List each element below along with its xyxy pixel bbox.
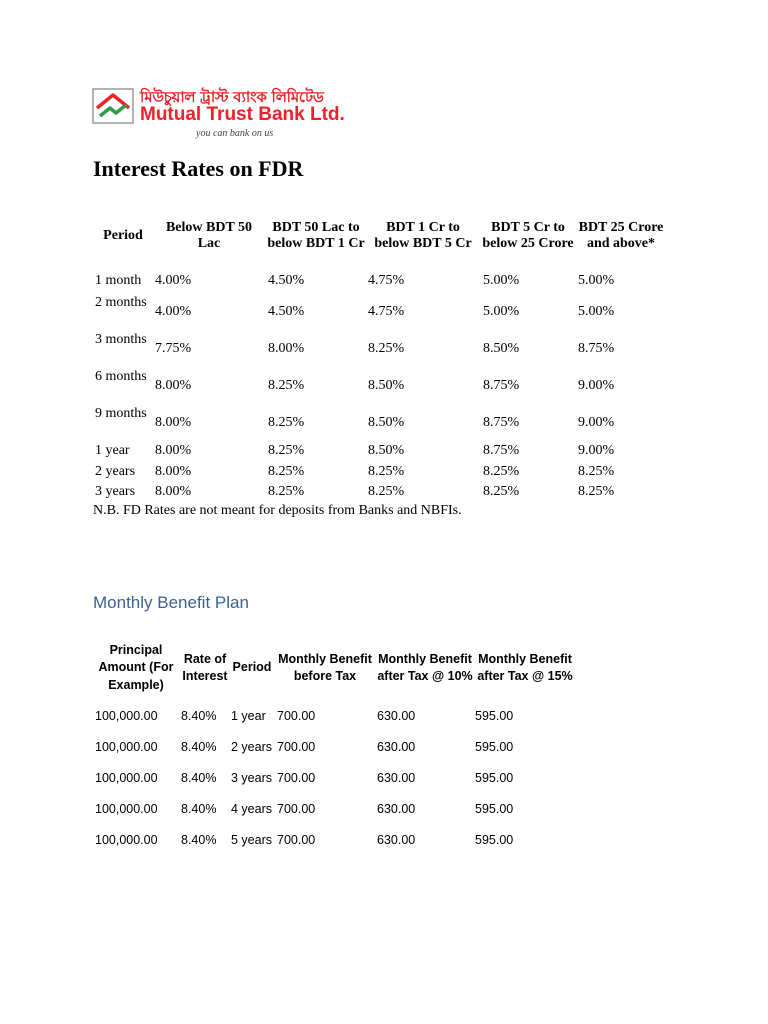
mb-cell-period: 1 year bbox=[231, 709, 266, 723]
mb-cell-before-tax: 700.00 bbox=[277, 833, 316, 847]
fdr-cell-5-cr-to-25-cr: 8.75% bbox=[483, 443, 520, 458]
mb-cell-rate: 8.40% bbox=[181, 833, 217, 847]
mb-cell-before-tax: 700.00 bbox=[277, 771, 316, 785]
fdr-header-col1: Below BDT 50 Lac bbox=[165, 219, 253, 251]
fdr-cell-25-cr-above: 9.00% bbox=[578, 443, 615, 458]
fdr-cell-1-cr-to-5-cr: 8.50% bbox=[368, 443, 405, 458]
bank-logo bbox=[92, 86, 352, 142]
fdr-cell-below-50-lac: 8.00% bbox=[155, 443, 192, 458]
mb-header-rate: Rate of Interest bbox=[182, 651, 228, 683]
mb-cell-before-tax: 700.00 bbox=[277, 740, 316, 754]
mb-header-period: Period bbox=[232, 660, 272, 675]
fdr-cell-5-cr-to-25-cr: 8.50% bbox=[483, 341, 520, 356]
mb-cell-after-tax-15: 595.00 bbox=[475, 740, 514, 754]
mb-cell-principal: 100,000.00 bbox=[95, 709, 158, 723]
mb-cell-period: 3 years bbox=[231, 771, 272, 785]
mb-header-principal: Principal Amount (For Example) bbox=[98, 642, 174, 692]
mb-cell-before-tax: 700.00 bbox=[277, 709, 316, 723]
mb-cell-after-tax-15: 595.00 bbox=[475, 802, 514, 816]
fdr-cell-5-cr-to-25-cr: 8.25% bbox=[483, 464, 520, 479]
fdr-cell-period: 1 month bbox=[95, 273, 142, 288]
fdr-cell-period: 2 months bbox=[95, 295, 147, 310]
mb-cell-period: 5 years bbox=[231, 833, 272, 847]
fdr-cell-5-cr-to-25-cr: 8.75% bbox=[483, 415, 520, 430]
fdr-cell-period: 9 months bbox=[95, 406, 147, 421]
mb-cell-principal: 100,000.00 bbox=[95, 833, 158, 847]
mb-cell-rate: 8.40% bbox=[181, 709, 217, 723]
fdr-cell-25-cr-above: 5.00% bbox=[578, 273, 615, 288]
mb-header-after-tax-10: Monthly Benefit after Tax @ 10% bbox=[377, 651, 473, 683]
fdr-cell-25-cr-above: 9.00% bbox=[578, 378, 615, 393]
fdr-cell-1-cr-to-5-cr: 8.25% bbox=[368, 464, 405, 479]
mb-cell-after-tax-15: 595.00 bbox=[475, 709, 514, 723]
fdr-cell-50-lac-to-1-cr: 8.00% bbox=[268, 341, 305, 356]
fdr-cell-50-lac-to-1-cr: 8.25% bbox=[268, 378, 305, 393]
fdr-cell-1-cr-to-5-cr: 8.25% bbox=[368, 484, 405, 499]
fdr-cell-50-lac-to-1-cr: 8.25% bbox=[268, 443, 305, 458]
fdr-cell-50-lac-to-1-cr: 8.25% bbox=[268, 484, 305, 499]
fdr-cell-below-50-lac: 8.00% bbox=[155, 484, 192, 499]
fdr-header-col4: BDT 5 Cr to below 25 Crore bbox=[482, 219, 574, 251]
fdr-header-period: Period bbox=[103, 227, 143, 243]
fdr-cell-25-cr-above: 5.00% bbox=[578, 304, 615, 319]
mb-cell-after-tax-10: 630.00 bbox=[377, 802, 416, 816]
mb-header-before-tax: Monthly Benefit before Tax bbox=[278, 651, 372, 683]
fdr-cell-below-50-lac: 7.75% bbox=[155, 341, 192, 356]
mb-cell-period: 2 years bbox=[231, 740, 272, 754]
mb-cell-after-tax-10: 630.00 bbox=[377, 740, 416, 754]
mb-cell-principal: 100,000.00 bbox=[95, 802, 158, 816]
bank-name-english: Mutual Trust Bank Ltd. bbox=[140, 104, 345, 125]
bank-name-bengali: মিউচুয়াল ট্রাস্ট ব্যাংক লিমিটেড bbox=[140, 88, 324, 106]
fdr-cell-below-50-lac: 8.00% bbox=[155, 415, 192, 430]
mb-cell-after-tax-15: 595.00 bbox=[475, 771, 514, 785]
mb-cell-principal: 100,000.00 bbox=[95, 740, 158, 754]
fdr-header-col5: BDT 25 Crore and above* bbox=[578, 219, 664, 251]
bank-tagline: you can bank on us bbox=[196, 128, 274, 139]
fdr-cell-5-cr-to-25-cr: 5.00% bbox=[483, 304, 520, 319]
handshake-house-icon bbox=[92, 88, 134, 124]
fdr-title: Interest Rates on FDR bbox=[93, 156, 304, 181]
fdr-cell-50-lac-to-1-cr: 4.50% bbox=[268, 304, 305, 319]
mb-cell-rate: 8.40% bbox=[181, 771, 217, 785]
fdr-note: N.B. FD Rates are not meant for deposits from Banks and NBFIs. bbox=[93, 503, 462, 518]
mb-cell-after-tax-10: 630.00 bbox=[377, 771, 416, 785]
fdr-cell-1-cr-to-5-cr: 4.75% bbox=[368, 304, 405, 319]
mb-cell-after-tax-15: 595.00 bbox=[475, 833, 514, 847]
monthly-plan-title: Monthly Benefit Plan bbox=[93, 593, 249, 612]
fdr-header-col3: BDT 1 Cr to below BDT 5 Cr bbox=[374, 219, 472, 251]
fdr-cell-period: 3 years bbox=[95, 484, 136, 499]
fdr-cell-1-cr-to-5-cr: 8.50% bbox=[368, 415, 405, 430]
fdr-cell-1-cr-to-5-cr: 8.25% bbox=[368, 341, 405, 356]
fdr-cell-1-cr-to-5-cr: 4.75% bbox=[368, 273, 405, 288]
mb-cell-rate: 8.40% bbox=[181, 802, 217, 816]
fdr-cell-5-cr-to-25-cr: 8.25% bbox=[483, 484, 520, 499]
fdr-cell-below-50-lac: 4.00% bbox=[155, 304, 192, 319]
fdr-cell-period: 1 year bbox=[95, 443, 130, 458]
fdr-cell-5-cr-to-25-cr: 8.75% bbox=[483, 378, 520, 393]
mb-cell-after-tax-10: 630.00 bbox=[377, 833, 416, 847]
fdr-cell-25-cr-above: 8.25% bbox=[578, 464, 615, 479]
mb-cell-principal: 100,000.00 bbox=[95, 771, 158, 785]
fdr-cell-period: 6 months bbox=[95, 369, 147, 384]
fdr-cell-25-cr-above: 9.00% bbox=[578, 415, 615, 430]
mb-cell-rate: 8.40% bbox=[181, 740, 217, 754]
fdr-cell-25-cr-above: 8.75% bbox=[578, 341, 615, 356]
mb-cell-after-tax-10: 630.00 bbox=[377, 709, 416, 723]
fdr-cell-5-cr-to-25-cr: 5.00% bbox=[483, 273, 520, 288]
fdr-cell-50-lac-to-1-cr: 8.25% bbox=[268, 464, 305, 479]
fdr-header-col2: BDT 50 Lac to below BDT 1 Cr bbox=[267, 219, 365, 251]
fdr-cell-below-50-lac: 8.00% bbox=[155, 464, 192, 479]
fdr-cell-below-50-lac: 8.00% bbox=[155, 378, 192, 393]
fdr-cell-below-50-lac: 4.00% bbox=[155, 273, 192, 288]
fdr-cell-50-lac-to-1-cr: 8.25% bbox=[268, 415, 305, 430]
fdr-cell-50-lac-to-1-cr: 4.50% bbox=[268, 273, 305, 288]
fdr-cell-25-cr-above: 8.25% bbox=[578, 484, 615, 499]
fdr-cell-1-cr-to-5-cr: 8.50% bbox=[368, 378, 405, 393]
mb-cell-period: 4 years bbox=[231, 802, 272, 816]
fdr-cell-period: 3 months bbox=[95, 332, 147, 347]
mb-cell-before-tax: 700.00 bbox=[277, 802, 316, 816]
mb-header-after-tax-15: Monthly Benefit after Tax @ 15% bbox=[477, 651, 573, 683]
fdr-cell-period: 2 years bbox=[95, 464, 136, 479]
